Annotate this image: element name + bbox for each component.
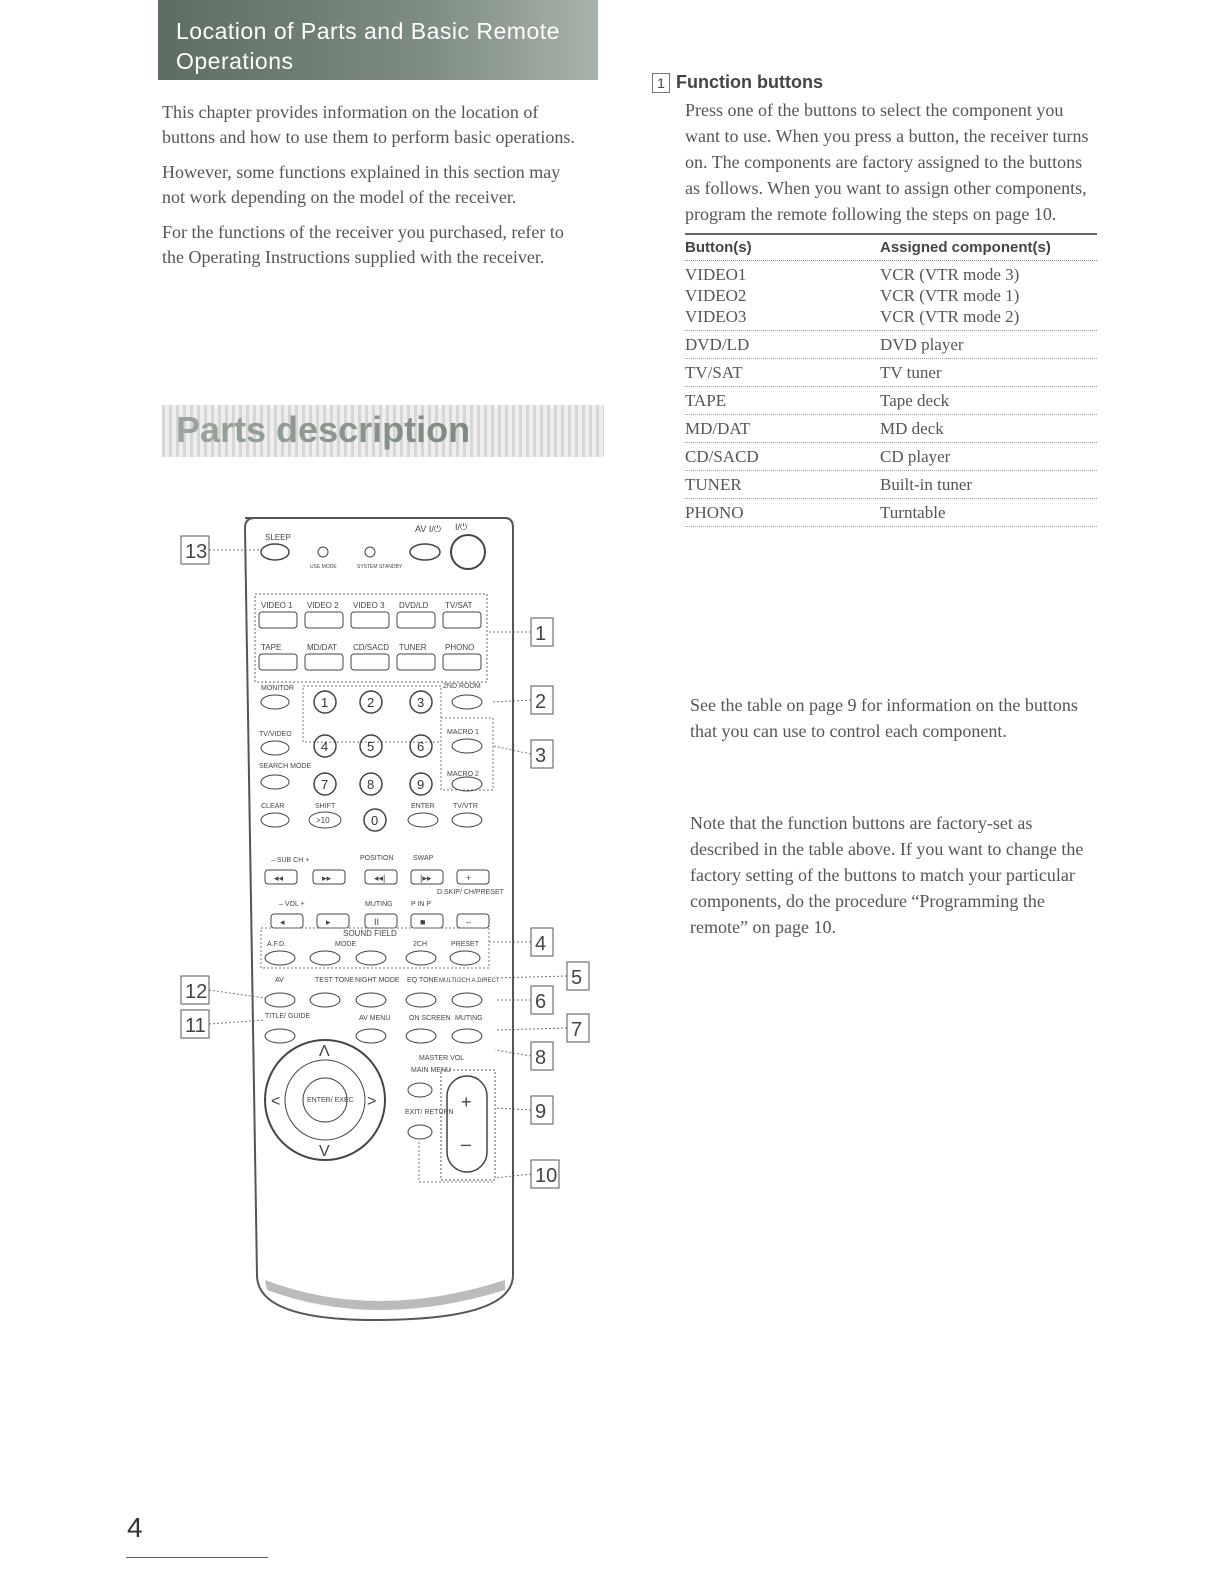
two-ch-label: 2CH (413, 941, 428, 948)
table-cell-buttons (685, 331, 880, 359)
power-label: I/⏻ (455, 522, 468, 532)
function-buttons-section (652, 72, 1097, 527)
section-title: Parts description (176, 409, 471, 450)
macro1-label: MACRO 1 (447, 729, 479, 736)
transport-symbol: ◂◂| (374, 873, 386, 883)
function-button-label: TV/SAT (445, 601, 473, 610)
table-row (685, 331, 1097, 359)
remote-diagram (175, 510, 595, 1330)
function-button-label: TAPE (261, 643, 282, 652)
page-number: 4 (127, 1512, 143, 1543)
digit-label: 1 (321, 695, 329, 710)
digit-label: 9 (417, 777, 425, 792)
table-cell-buttons (685, 387, 880, 415)
guide-label: TITLE/ GUIDE (265, 1013, 311, 1020)
section-banner (162, 405, 604, 457)
component-name: VCR (VTR mode 2) (880, 307, 1020, 326)
intro-paragraph-2: However, some functions explained in this section may not work depending on the model of the receiver. (162, 162, 561, 207)
button-name: VIDEO1 (685, 265, 747, 284)
table-cell-buttons (685, 443, 880, 471)
digit-label: 0 (371, 813, 379, 828)
component-name: MD deck (880, 419, 944, 438)
table-cell-components (880, 387, 1097, 415)
transport-symbol: – (466, 917, 472, 927)
system-standby-label: SYSTEM STANDBY (357, 564, 403, 570)
table-cell-buttons (685, 359, 880, 387)
screen-label: ON SCREEN (409, 1015, 451, 1022)
button-name: PHONO (685, 503, 744, 522)
multi-ch-label: MULTI/2CH A.DIRECT (439, 978, 500, 984)
button-name: TV/SAT (685, 363, 743, 382)
function-buttons-title: Function buttons (676, 72, 823, 92)
digit-label: 4 (321, 739, 329, 754)
table-cell-components (880, 443, 1097, 471)
see-table-text: See the table on page 9 for information on the buttons that you can use to control each component. (690, 695, 1078, 741)
dpad-left-arrow: < (271, 1093, 281, 1110)
sleep-label: SLEEP (265, 533, 291, 542)
main-menu-label: MAIN MENU (411, 1067, 452, 1074)
digit-label: 6 (417, 739, 425, 754)
menu-label: AV MENU (359, 1015, 391, 1022)
digit-label: 8 (367, 777, 375, 792)
table-header-buttons: Button(s) (685, 234, 880, 261)
table-cell-components (880, 499, 1097, 527)
function-buttons-heading (652, 72, 1097, 93)
table-header-components: Assigned component(s) (880, 234, 1097, 261)
transport-symbol: ▸▸ (322, 873, 332, 883)
table-cell-components (880, 261, 1097, 331)
vol-label: – VOL + (279, 901, 305, 908)
table-row (685, 261, 1097, 331)
av-label: AV (275, 977, 284, 984)
component-name: Turntable (880, 503, 946, 522)
digit-label: 7 (321, 777, 329, 792)
swap-label: SWAP (413, 855, 434, 862)
afd-label: A.F.D. (267, 941, 287, 948)
transport-symbol: ■ (420, 917, 426, 927)
dpad-up-arrow: Λ (319, 1043, 330, 1060)
chapter-title (158, 0, 598, 80)
table-cell-components (880, 415, 1097, 443)
callout-number: 8 (535, 1047, 547, 1069)
callout-number: 4 (535, 933, 547, 955)
factory-setting-text: Note that the function buttons are factory-set as described in the table above. If you want to change the factory setting of the buttons to match your particular components, do the procedure “Programming the remote” on page 10. (690, 813, 1084, 937)
night-mode-label: NIGHT MODE (355, 977, 400, 984)
button-name: DVD/LD (685, 335, 750, 354)
component-name: VCR (VTR mode 1) (880, 286, 1020, 305)
use-mode-label: USE MODE (310, 564, 337, 570)
table-cell-components (880, 471, 1097, 499)
transport-symbol: + (466, 873, 472, 883)
eq-tone-label: EQ TONE (407, 977, 439, 984)
monitor-label: MONITOR (261, 685, 294, 692)
test-tone-label: TEST TONE (315, 977, 354, 984)
component-name: DVD player (880, 335, 964, 354)
function-buttons-body: Press one of the buttons to select the component you want to use. When you press a button, the receiver turns on. The components are factory assigned to the buttons as follows. When you want to assign other components, program the remote following the steps on page 10. (685, 100, 1089, 224)
muting2-label: MUTING (455, 1015, 483, 1022)
chapter-title-line2: Operations (176, 48, 294, 74)
table-row (685, 415, 1097, 443)
button-name: MD/DAT (685, 419, 751, 438)
function-button-label: CD/SACD (353, 643, 390, 652)
sound-field-label: SOUND FIELD (343, 929, 397, 938)
intro-paragraph-3: For the functions of the receiver you purchased, refer to the Operating Instructions supplied with the receiver. (162, 222, 564, 267)
search-mode-label: SEARCH MODE (259, 763, 312, 770)
macro2-label: MACRO 2 (447, 771, 479, 778)
callout-number: 2 (535, 691, 547, 713)
component-name: Tape deck (880, 391, 950, 410)
transport-symbol: II (374, 917, 380, 927)
tvvideo-label: TV/VIDEO (259, 731, 292, 738)
transport-symbol: ◂ (280, 917, 285, 927)
table-row (685, 499, 1097, 527)
digit-label: 5 (367, 739, 375, 754)
chapter-title-line1: Location of Parts and Basic Remote (176, 18, 560, 44)
factory-setting-note (652, 810, 1097, 940)
digit-label: 3 (417, 695, 425, 710)
button-name: TAPE (685, 391, 727, 410)
muting-label: MUTING (365, 901, 393, 908)
callout-number: 5 (571, 967, 583, 989)
dpad-right-arrow: > (367, 1093, 377, 1110)
table-cell-buttons (685, 499, 880, 527)
table-cell-components (880, 359, 1097, 387)
av-power-label: AV I/⏻ (415, 524, 441, 534)
callout-number: 7 (571, 1019, 583, 1041)
callout-number: 6 (535, 991, 547, 1013)
clear-label: CLEAR (261, 803, 285, 810)
preset-label: PRESET (451, 941, 480, 948)
button-name: CD/SACD (685, 447, 759, 466)
table-row (685, 359, 1097, 387)
callout-number: 12 (185, 981, 208, 1003)
button-name: TUNER (685, 475, 742, 494)
table-cell-buttons (685, 415, 880, 443)
enter-exec-label: ENTER/ EXEC (307, 1097, 354, 1104)
plus10-label: >10 (316, 816, 330, 825)
callout-number: 13 (185, 541, 208, 563)
table-cell-buttons (685, 261, 880, 331)
shift-label: SHIFT (315, 803, 336, 810)
callout-number: 11 (185, 1015, 206, 1037)
dpad-down-arrow: V (319, 1143, 330, 1160)
transport-symbol: ▸ (326, 917, 331, 927)
assignment-table-body (685, 261, 1097, 527)
button-name: VIDEO2 (685, 286, 747, 305)
intro-text (162, 100, 582, 280)
function-buttons-number: 1 (652, 73, 670, 93)
function-button-label: DVD/LD (399, 601, 429, 610)
table-cell-buttons (685, 471, 880, 499)
button-name: VIDEO3 (685, 307, 747, 326)
callout-number: 3 (535, 745, 547, 767)
sub-ch-label: – SUB CH + (271, 857, 310, 864)
component-name: TV tuner (880, 363, 942, 382)
pinp-label: P IN P (411, 901, 432, 908)
mode-label: MODE (335, 941, 356, 948)
transport-symbol: |▸▸ (420, 873, 432, 883)
see-table-note (652, 692, 1097, 744)
function-button-label: MD/DAT (307, 643, 338, 652)
callout-number: 10 (535, 1165, 558, 1187)
table-row (685, 387, 1097, 415)
table-cell-components (880, 331, 1097, 359)
dskip-label: D.SKIP/ CH/PRESET (437, 889, 504, 896)
exit-label: EXIT/ RETURN (405, 1109, 454, 1116)
table-row (685, 443, 1097, 471)
master-vol-plus: + (461, 1092, 472, 1112)
master-vol-minus: – (461, 1134, 472, 1154)
transport-symbol: ◂◂ (274, 873, 284, 883)
remote-illustration (175, 510, 595, 1330)
digit-label: 2 (367, 695, 375, 710)
page-footer-rule (126, 1557, 268, 1558)
component-name: Built-in tuner (880, 475, 973, 494)
tvvtr-label: TV/VTR (453, 803, 478, 810)
function-button-label: PHONO (445, 643, 475, 652)
component-name: CD player (880, 447, 951, 466)
enter-label: ENTER (411, 803, 435, 810)
function-button-label: VIDEO 1 (261, 601, 293, 610)
callout-number: 9 (535, 1101, 547, 1123)
component-name: VCR (VTR mode 3) (880, 265, 1020, 284)
assignment-table (685, 233, 1097, 527)
function-button-label: TUNER (399, 643, 427, 652)
second-room-label: 2ND ROOM (443, 683, 481, 690)
table-row (685, 471, 1097, 499)
function-button-label: VIDEO 2 (307, 601, 339, 610)
callout-number: 1 (535, 623, 547, 645)
intro-paragraph-1: This chapter provides information on the location of buttons and how to use them to perform basic operations. (162, 102, 575, 147)
master-vol-label: MASTER VOL (419, 1055, 465, 1062)
function-button-label: VIDEO 3 (353, 601, 385, 610)
position-label: POSITION (360, 855, 394, 862)
